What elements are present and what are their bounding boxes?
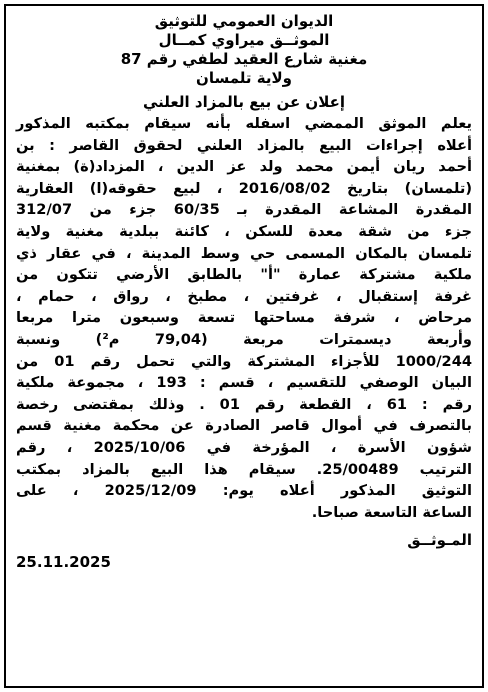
body-line: جزء من شقة معدة للسكن ، كائنة ببلدية مغنية ولاية — [16, 222, 472, 240]
body-line: يعلم الموثق الممضي اسفله بأنه سيقام بمكتبه المذكور — [16, 115, 472, 132]
office-address: مغنية شارع العقيد لطفي رقم 87 — [120, 50, 368, 68]
notice-frame — [4, 4, 484, 688]
notice-date: 25.11.2025 — [16, 553, 111, 572]
notice-title: إعلان عن بيع بالمزاد العلني — [142, 93, 345, 111]
body-line: ملكية مشتركة عمارة "أ" بالطابق الأرضي تتكون من — [16, 266, 472, 284]
body-line: رقم : 61 ، القطعة رقم 01 . وذلك بمقتضى رخصة — [16, 395, 472, 413]
body-line: مرحاض ، شرفة مساحتها تسعة وسبعون مترا مربعا — [16, 309, 472, 327]
notice-body — [16, 113, 472, 523]
body-line: 1000/244 للأجزاء المشتركة والتي تحمل رقم 01 من — [16, 352, 473, 370]
office-name: الديوان العمومي للتوثيق — [154, 12, 334, 30]
body-line: المقدرة المشاعة المقدرة بـ 60/35 جزء من 312/07 — [16, 201, 473, 219]
body-line: وأربعة ديسمترات مربعة (79,04 م²) ونسبة — [16, 330, 472, 348]
body-line: الترتيب 25/00489. سيقام هذا البيع بالمزاد بمكتب — [16, 460, 472, 478]
body-line: بالتصرف في أموال قاصر الصادرة عن محكمة مغنية قسم — [16, 417, 472, 435]
body-line: البيان الوصفي للتقسيم ، قسم : 193 ، مجموعة ملكية — [16, 374, 472, 392]
notary-name: الموثــق ميراوي كمــال — [158, 31, 330, 49]
body-line: تلمسان بالمكان المسمى حي وسط المدينة ، في عقار ذي — [16, 244, 472, 262]
body-line: أعلاه إجراءات البيع بالمزاد العلني لحقوق القاصر : بن — [16, 136, 472, 154]
body-line: الساعة التاسعة صباحا. — [311, 503, 472, 521]
notary-signature: المـوثــق — [407, 531, 472, 550]
province-name: ولاية تلمسان — [196, 69, 292, 87]
body-line: أحمد ريان أيمن محمد ولد عز الدين ، المزداد(ة) بمغنية — [16, 158, 472, 176]
body-line: غرفة إستقبال ، غرفتين ، مطبخ ، رواق ، حمام ، — [16, 287, 472, 305]
body-line: التوثيق المذكور أعلاه يوم: 2025/12/09 ، على — [16, 482, 472, 500]
body-line: شؤون الأسرة ، المؤرخة في 2025/10/06 ، رقم — [16, 438, 472, 456]
body-line: (تلمسان) بتاريخ 2016/08/02 ، لبيع حقوقه(ا) العقارية — [16, 179, 472, 197]
notice-header — [16, 12, 472, 88]
